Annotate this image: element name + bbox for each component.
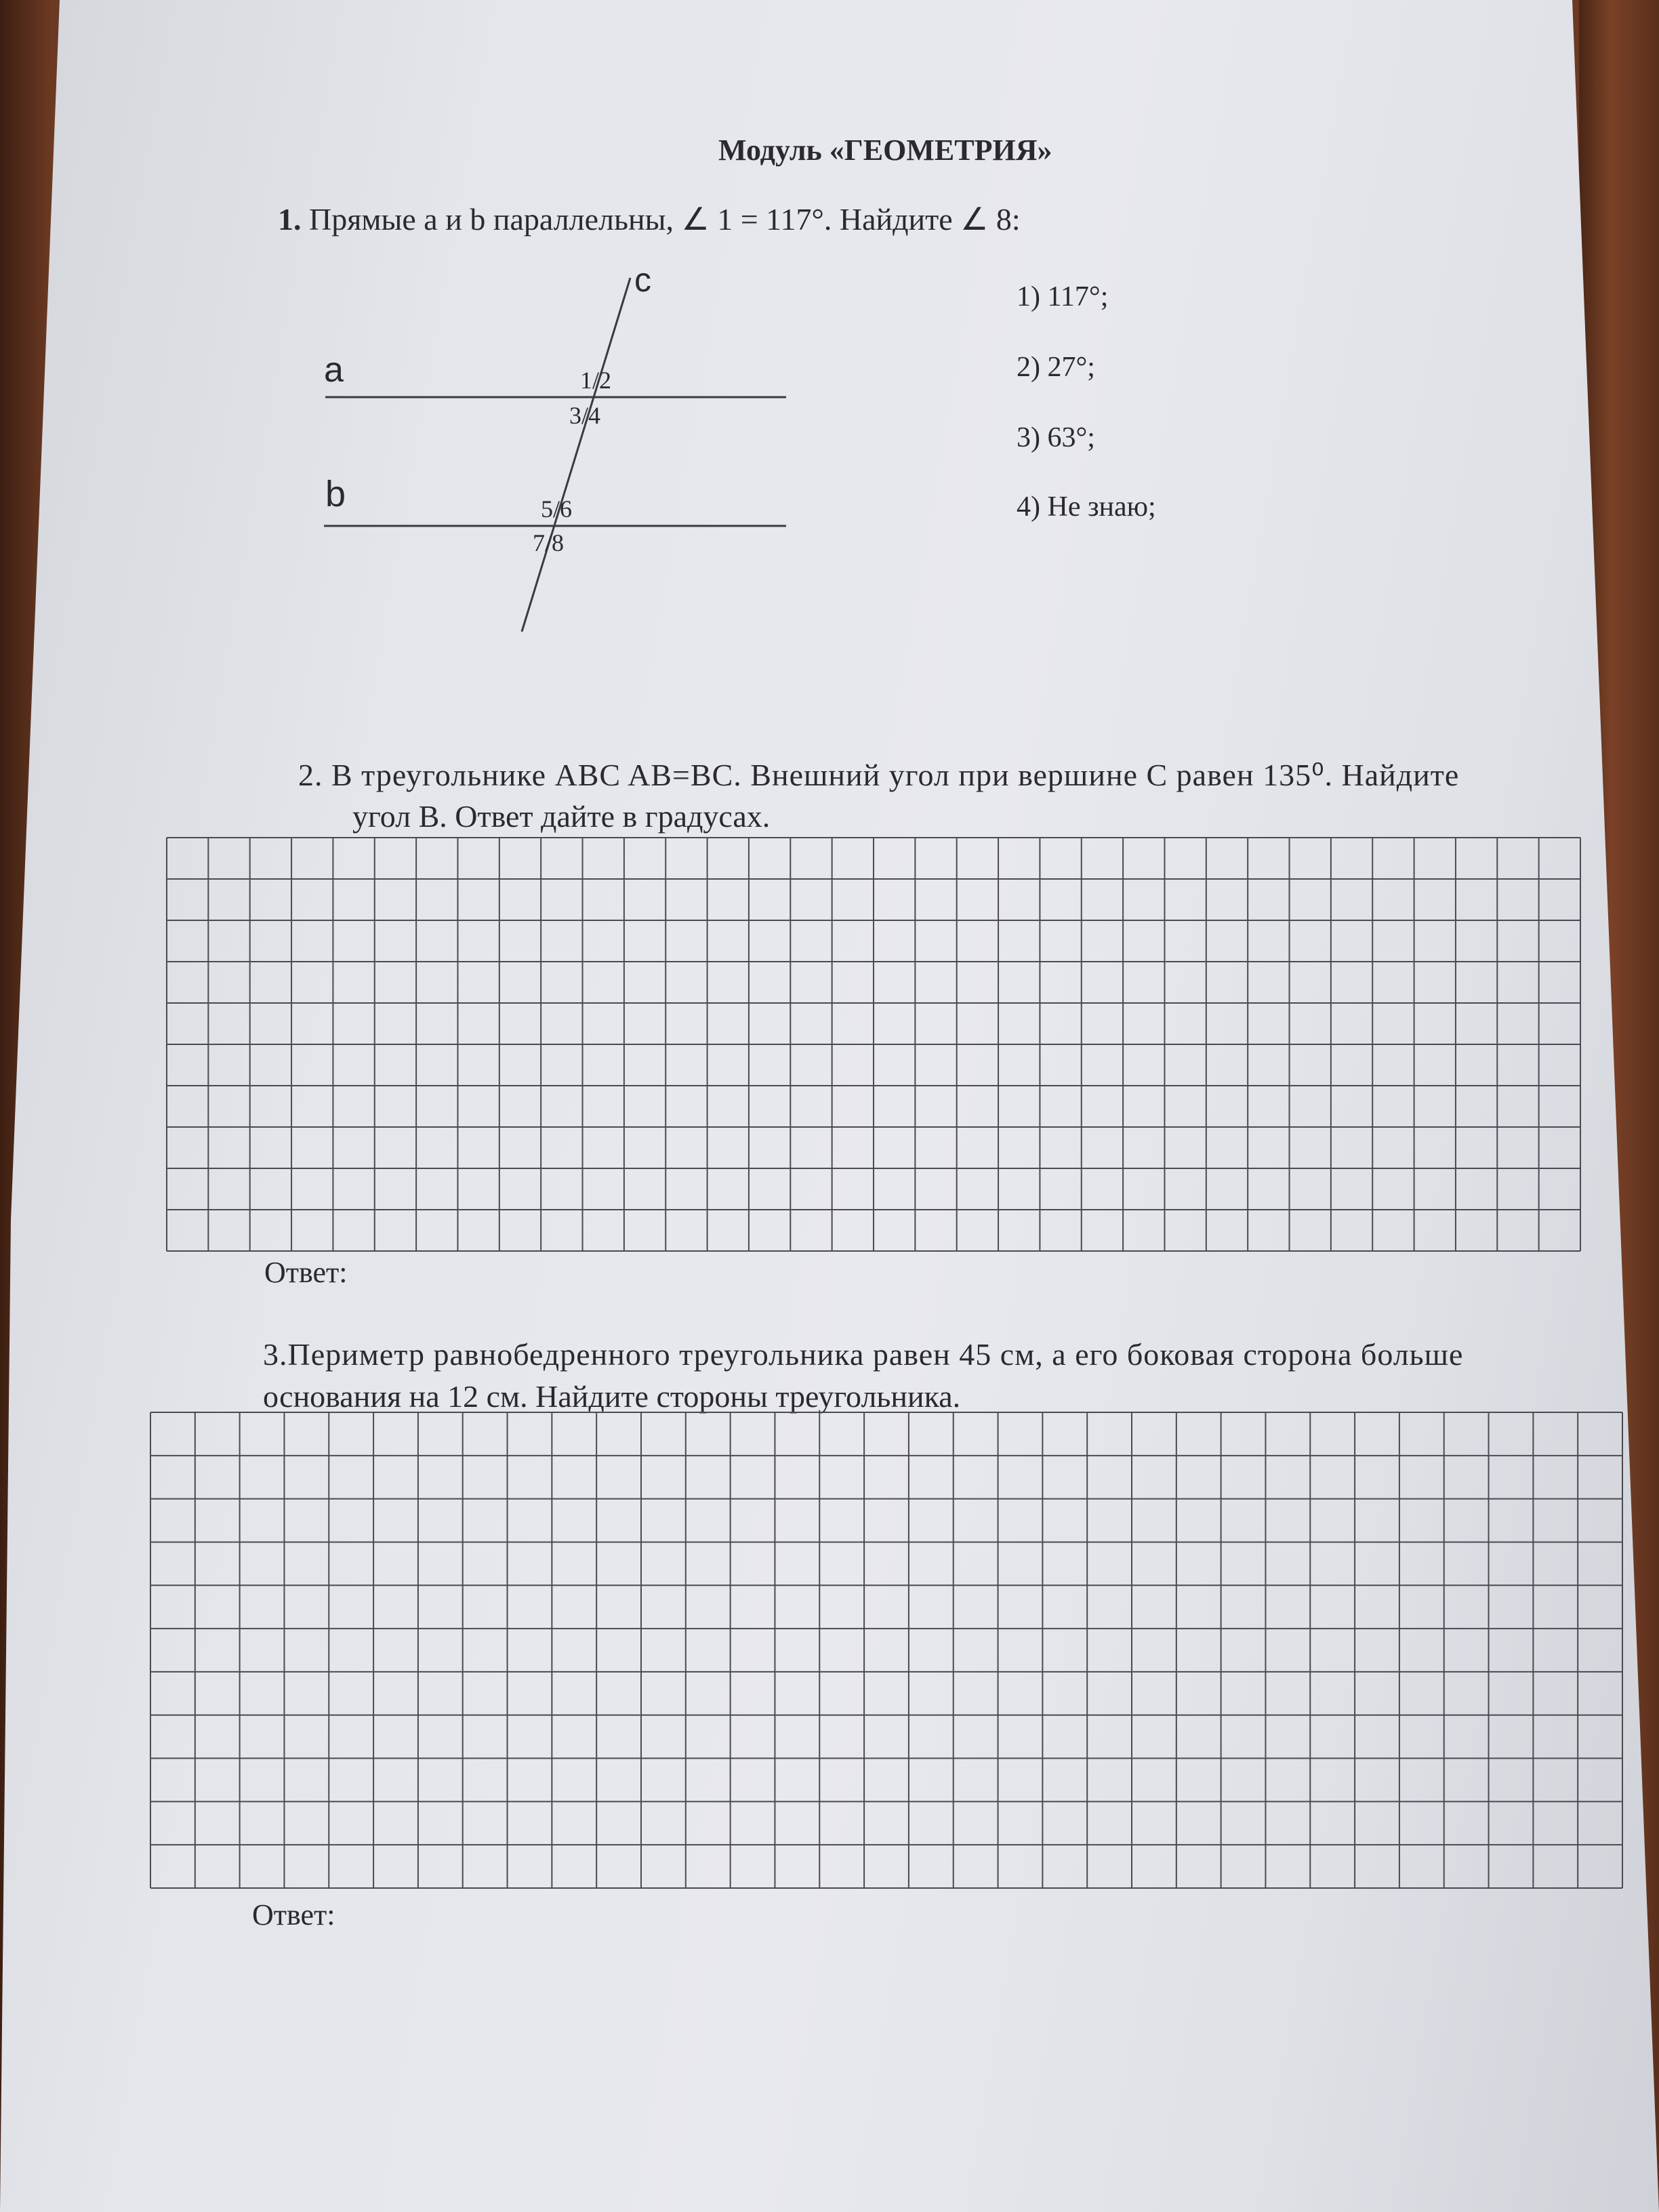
question-3-answer-label: Ответ: bbox=[252, 1898, 335, 1931]
angles-7-8: 7/8 bbox=[533, 529, 565, 556]
question-3-line-2: основания на 12 см. Найдите стороны треугольника. bbox=[263, 1379, 961, 1414]
question-3-text-1: 3.Периметр равнобедренного треугольника равен 45 см, а его боковая сторона больше bbox=[263, 1337, 1464, 1372]
question-2-line-2: угол B. Ответ дайте в градусах. bbox=[352, 799, 771, 834]
angles-1-2: 1/2 bbox=[580, 367, 612, 394]
option-3: 3) 63°; bbox=[1017, 422, 1095, 453]
angles-5-6: 5/6 bbox=[541, 495, 573, 523]
option-4: 4) Не знаю; bbox=[1017, 491, 1156, 523]
question-2-line-1: 2. В треугольнике ABC AB=BC. Внешний угол при вершине C равен 135⁰. Найдите bbox=[298, 758, 1460, 792]
label-c: c bbox=[634, 261, 651, 299]
question-2-answer-label: Ответ: bbox=[264, 1256, 348, 1289]
option-1: 1) 117°; bbox=[1017, 281, 1109, 312]
label-b: b bbox=[325, 474, 346, 514]
question-1-number: 1. bbox=[278, 202, 302, 237]
label-a: a bbox=[324, 350, 344, 390]
option-2: 2) 27°; bbox=[1017, 352, 1095, 383]
question-1-body: Прямые a и b параллельны, ∠ 1 = 117°. Найдите ∠ 8: bbox=[309, 202, 1021, 237]
angles-3-4: 3/4 bbox=[569, 402, 601, 429]
worksheet-title: Модуль «ГЕОМЕТРИЯ» bbox=[718, 134, 1052, 167]
